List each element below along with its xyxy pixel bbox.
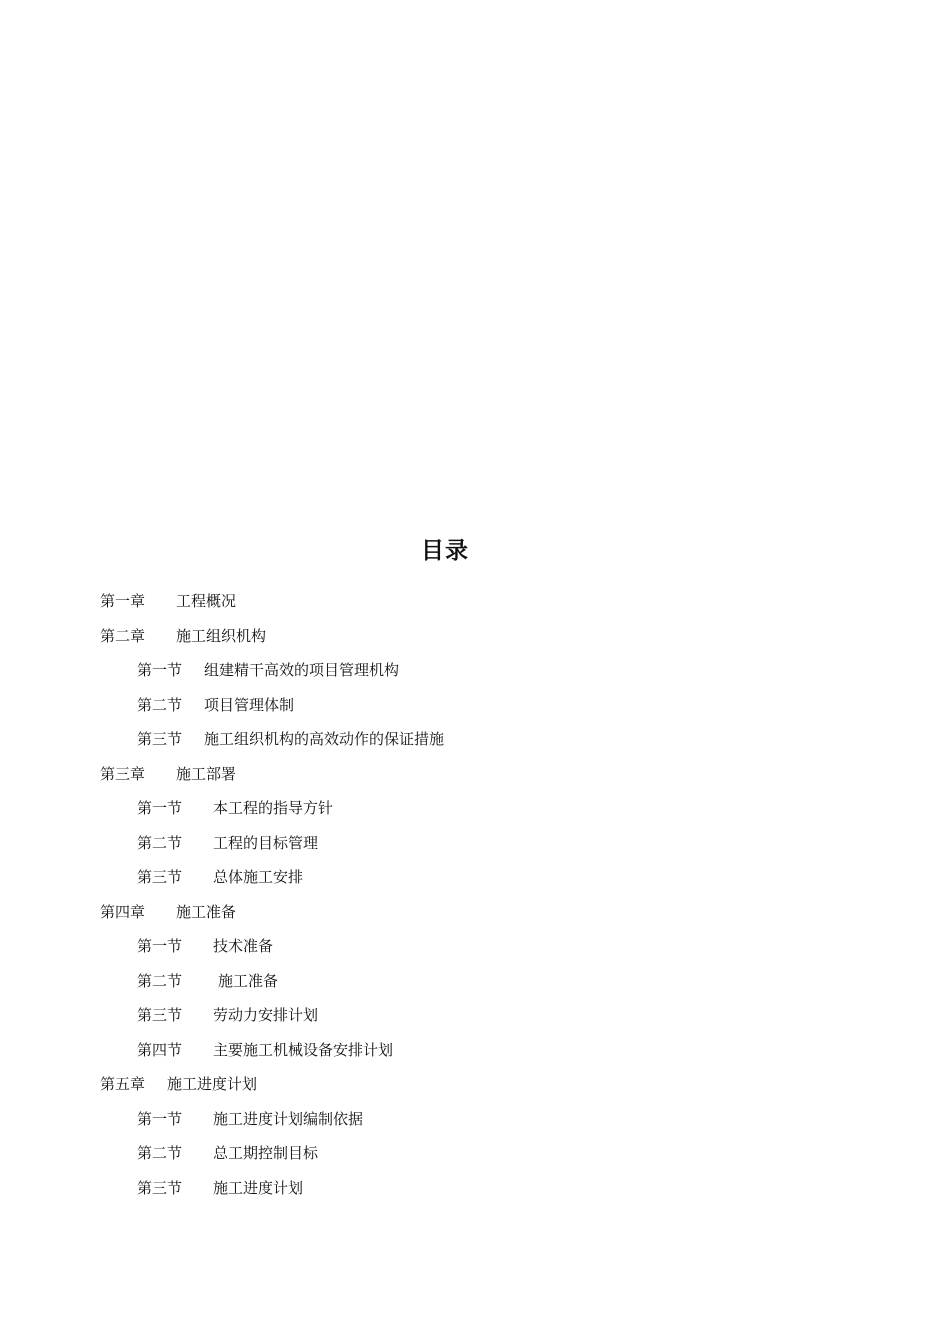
toc-entry-label: 第一章: [100, 592, 146, 610]
toc-entry-label: 第二章: [100, 626, 146, 645]
toc-entry-text: 施工进度计划: [167, 1075, 258, 1093]
toc-entry-label: 第五章: [100, 1075, 146, 1093]
toc-entry-text: 施工组织机构: [176, 626, 267, 645]
toc-entry-text: 主要施工机械设备安排计划: [213, 1040, 394, 1059]
toc-title: 目录: [421, 538, 469, 564]
toc-entry-text: 总工期控制目标: [213, 1144, 319, 1162]
toc-chapter-1: [100, 588, 800, 623]
toc-entry-label: 第二节: [137, 1144, 183, 1162]
toc-entry-label: 第一节: [137, 799, 183, 817]
toc-entry-label: 第二节: [137, 695, 183, 714]
toc-section: [100, 864, 800, 899]
toc-entry-label: 第三节: [137, 730, 183, 748]
toc-entry-text: 技术准备: [213, 937, 274, 955]
toc-chapter-2: [100, 623, 800, 658]
toc-section: [100, 1140, 800, 1175]
toc-entry-text: 项目管理体制: [204, 695, 295, 714]
toc-entry-text: 施工进度计划: [213, 1178, 304, 1197]
toc-entry-label: 第一节: [137, 661, 183, 679]
toc-section: [100, 657, 800, 692]
toc-section: [100, 1175, 800, 1210]
toc-chapter-4: [100, 899, 800, 934]
toc-section: [100, 1037, 800, 1072]
toc-entry-label: 第一节: [137, 1109, 183, 1128]
toc-entry-text: 施工准备: [218, 971, 279, 990]
toc-entry-label: 第四节: [137, 1040, 183, 1059]
toc-entry-text: 劳动力安排计划: [213, 1006, 319, 1024]
toc-section: [100, 830, 800, 865]
toc-entry-text: 施工部署: [176, 764, 237, 783]
toc-entry-label: 第三节: [137, 868, 183, 886]
toc-section: [100, 933, 800, 968]
table-of-contents: [100, 588, 800, 1209]
toc-entry-label: 第四章: [100, 902, 146, 921]
toc-entry-text: 本工程的指导方针: [213, 799, 334, 817]
toc-entry-text: 组建精干高效的项目管理机构: [204, 661, 400, 679]
toc-entry-label: 第三章: [100, 764, 146, 783]
toc-entry-label: 第二节: [137, 833, 183, 852]
toc-entry-text: 施工准备: [176, 902, 237, 921]
toc-chapter-5: [100, 1071, 800, 1106]
toc-entry-text: 施工组织机构的高效动作的保证措施: [204, 730, 445, 748]
toc-entry-text: 施工进度计划编制依据: [213, 1109, 364, 1128]
toc-entry-text: 总体施工安排: [213, 868, 304, 886]
toc-entry-text: 工程的目标管理: [213, 833, 319, 852]
toc-entry-label: 第三节: [137, 1006, 183, 1024]
toc-section: [100, 692, 800, 727]
toc-section: [100, 1106, 800, 1141]
toc-section: [100, 968, 800, 1003]
toc-entry-label: 第三节: [137, 1178, 183, 1197]
toc-section: [100, 1002, 800, 1037]
toc-entry-label: 第一节: [137, 937, 183, 955]
toc-entry-text: 工程概况: [176, 592, 237, 610]
toc-entry-label: 第二节: [137, 971, 183, 990]
toc-section: [100, 795, 800, 830]
toc-section: [100, 726, 800, 761]
toc-chapter-3: [100, 761, 800, 796]
